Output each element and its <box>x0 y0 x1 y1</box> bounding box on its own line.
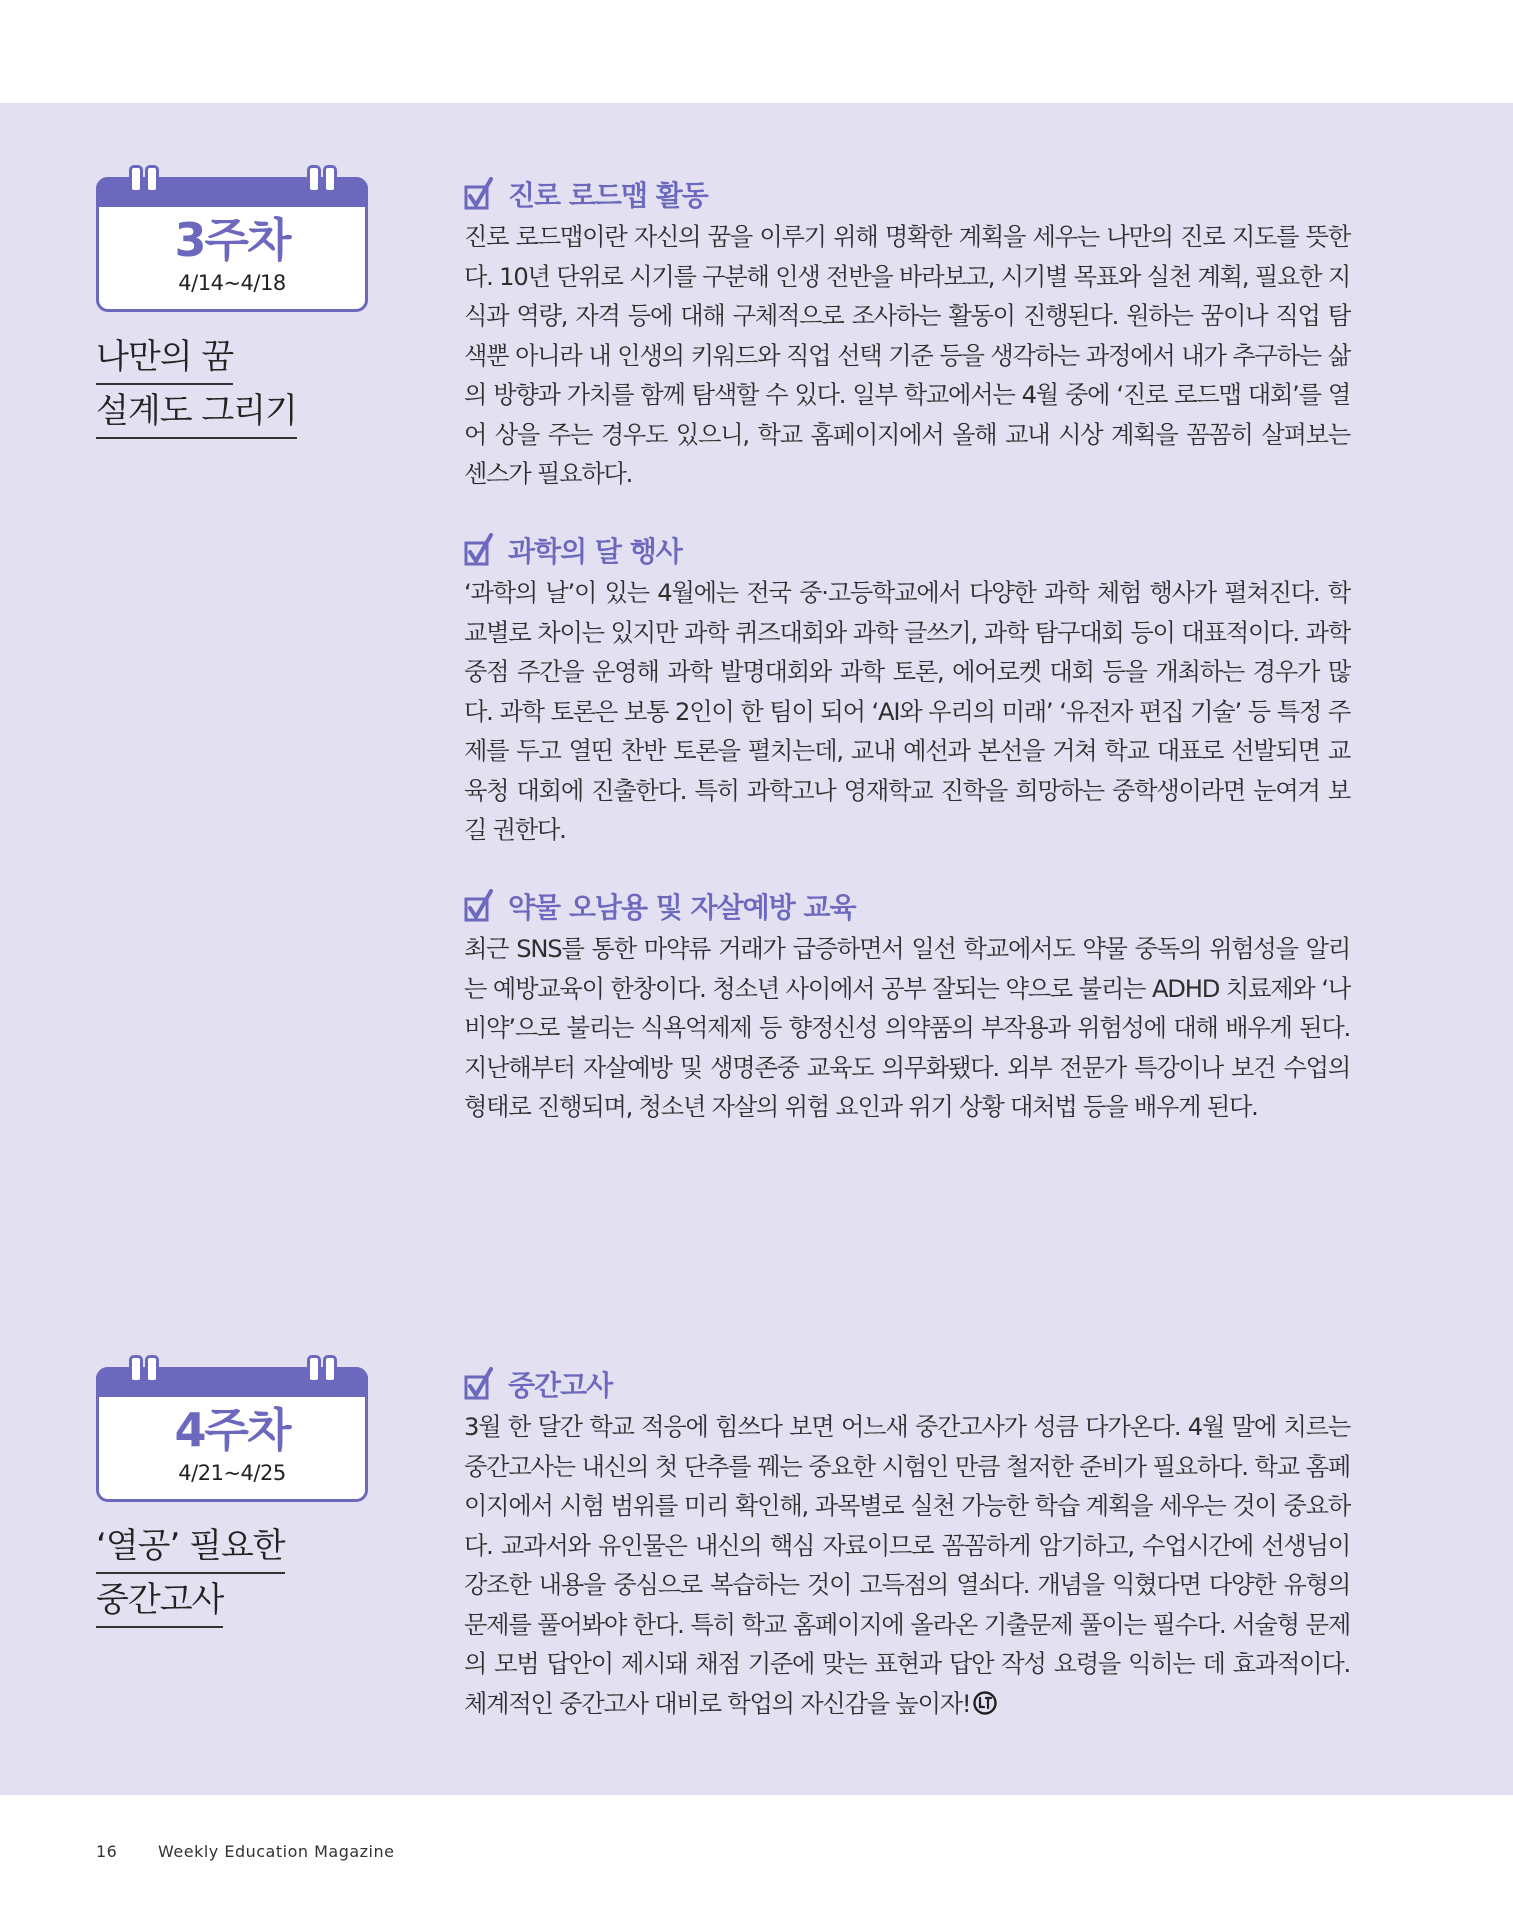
week-label: 4주차 <box>174 1403 290 1457</box>
theme-line-1: ‘열공’ 필요한 <box>96 1522 285 1574</box>
page-footer <box>96 1842 394 1861</box>
section-body: ‘과학의 날’이 있는 4월에는 전국 중·고등학교에서 다양한 과학 체험 행사가 펼쳐진다. 학교별로 차이는 있지만 과학 퀴즈대회와 과학 글쓰기, 과학 탐구대회 등이 대표적이다. 과학 중점 주간을 운영해 과학 발명대회와 과학 토론, 에어로켓 대회 등을 개최하는 경우가 많다. 과학 토론은 보통 2인이 한 팀이 되어 ‘AI와 우리의 미래’ ‘유전자 편집 기술’ 등 특정 주제를 두고 열띤 찬반 토론을 펼치는데, 교내 예선과 본선을 거쳐 학교 대표로 선발되면 교육청 대회에 진출한다. 특히 과학고나 영재학교 진학을 희망하는 중학생이라면 눈여겨 보길 권한다. <box>464 579 1350 844</box>
section-midterm-exam <box>464 1364 1350 1724</box>
section-heading <box>464 530 1350 570</box>
section-body: 최근 SNS를 통한 마약류 거래가 급증하면서 일선 학교에서도 약물 중독의 위험성을 알리는 예방교육이 한창이다. 청소년 사이에서 공부 잘되는 약으로 불리는 ADHD 치료제와 ‘나비약’으로 불리는 식욕억제제 등 향정신성 의약품의 부작용과 위험성에 대해 배우게 된다. 지난해부터 자살예방 및 생명존중 교육도 의무화됐다. 외부 전문가 특강이나 보건 수업의 형태로 진행되며, 청소년 자살의 위험 요인과 위기 상황 대처법 등을 배우게 된다. <box>464 935 1350 1121</box>
calendar-ring-icon <box>129 1355 143 1383</box>
section-body: 진로 로드맵이란 자신의 꿈을 이루기 위해 명확한 계획을 세우는 나만의 진로 지도를 뜻한다. 10년 단위로 시기를 구분해 인생 전반을 바라보고, 시기별 목표와 실천 계획, 필요한 지식과 역량, 자격 등에 대해 구체적으로 조사하는 활동이 진행된다. 원하는 꿈이나 직업 탐색뿐 아니라 내 인생의 키워드와 직업 선택 기준 등을 생각하는 과정에서 내가 추구하는 삶의 방향과 가치를 함께 탐색할 수 있다. 일부 학교에서는 4월 중에 ‘진로 로드맵 대회’를 열어 상을 주는 경우도 있으니, 학교 홈페이지에서 올해 교내 시상 계획을 꼼꼼히 살펴보는 센스가 필요하다. <box>464 223 1350 488</box>
calendar-ring-icon <box>145 1355 159 1383</box>
checkbox-check-icon <box>464 177 494 211</box>
magazine-name: Weekly Education Magazine <box>158 1842 395 1861</box>
section-title: 중간고사 <box>508 1369 613 1402</box>
week-label: 3주차 <box>174 213 290 267</box>
section-heading <box>464 174 1350 214</box>
section-body <box>464 1408 1350 1724</box>
checkbox-check-icon <box>464 889 494 923</box>
theme-line-1: 나만의 꿈 <box>96 333 233 385</box>
calendar-ring-icon <box>323 165 337 193</box>
week-dates: 4/21~4/25 <box>178 1461 286 1485</box>
section-science-month <box>464 530 1350 851</box>
section-heading <box>464 886 1350 926</box>
theme-line-2: 중간고사 <box>96 1576 223 1628</box>
calendar-ring-icon <box>323 1355 337 1383</box>
calendar-ring-icon <box>129 165 143 193</box>
week-3-calendar-badge <box>96 177 368 312</box>
end-mark-icon <box>972 1690 998 1716</box>
week-3-theme-heading <box>96 333 297 441</box>
section-title: 약물 오남용 및 자살예방 교육 <box>508 891 856 924</box>
calendar-ring-icon <box>307 165 321 193</box>
week-4-calendar-badge <box>96 1367 368 1502</box>
week-4-theme-heading <box>96 1522 285 1630</box>
section-title: 진로 로드맵 활동 <box>508 179 708 212</box>
checkbox-check-icon <box>464 1367 494 1401</box>
calendar-ring-icon <box>145 165 159 193</box>
calendar-ring-icon <box>307 1355 321 1383</box>
section-career-roadmap <box>464 174 1350 495</box>
section-heading <box>464 1364 1350 1404</box>
section-title: 과학의 달 행사 <box>508 535 682 568</box>
week-dates: 4/14~4/18 <box>178 271 286 295</box>
page-number: 16 <box>96 1842 118 1861</box>
section-body-text: 3월 한 달간 학교 적응에 힘쓰다 보면 어느새 중간고사가 성큼 다가온다. 4월 말에 치르는 중간고사는 내신의 첫 단추를 꿰는 중요한 시험인 만큼 철저한 준비가 필요하다. 학교 홈페이지에서 시험 범위를 미리 확인해, 과목별로 실천 가능한 학습 계획을 세우는 것이 중요하다. 교과서와 유인물은 내신의 핵심 자료이므로 꼼꼼하게 암기하고, 수업시간에 선생님이 강조한 내용을 중심으로 복습하는 것이 고득점의 열쇠다. 개념을 익혔다면 다양한 유형의 문제를 풀어봐야 한다. 특히 학교 홈페이지에 올라온 기출문제 풀이는 필수다. 서술형 문제의 모범 답안이 제시돼 채점 기준에 맞는 표현과 답안 작성 요령을 익히는 데 효과적이다. 체계적인 중간고사 대비로 학업의 자신감을 높이자! <box>464 1413 1350 1718</box>
theme-line-2: 설계도 그리기 <box>96 387 297 439</box>
checkbox-check-icon <box>464 533 494 567</box>
section-drug-suicide-prevention <box>464 886 1350 1128</box>
